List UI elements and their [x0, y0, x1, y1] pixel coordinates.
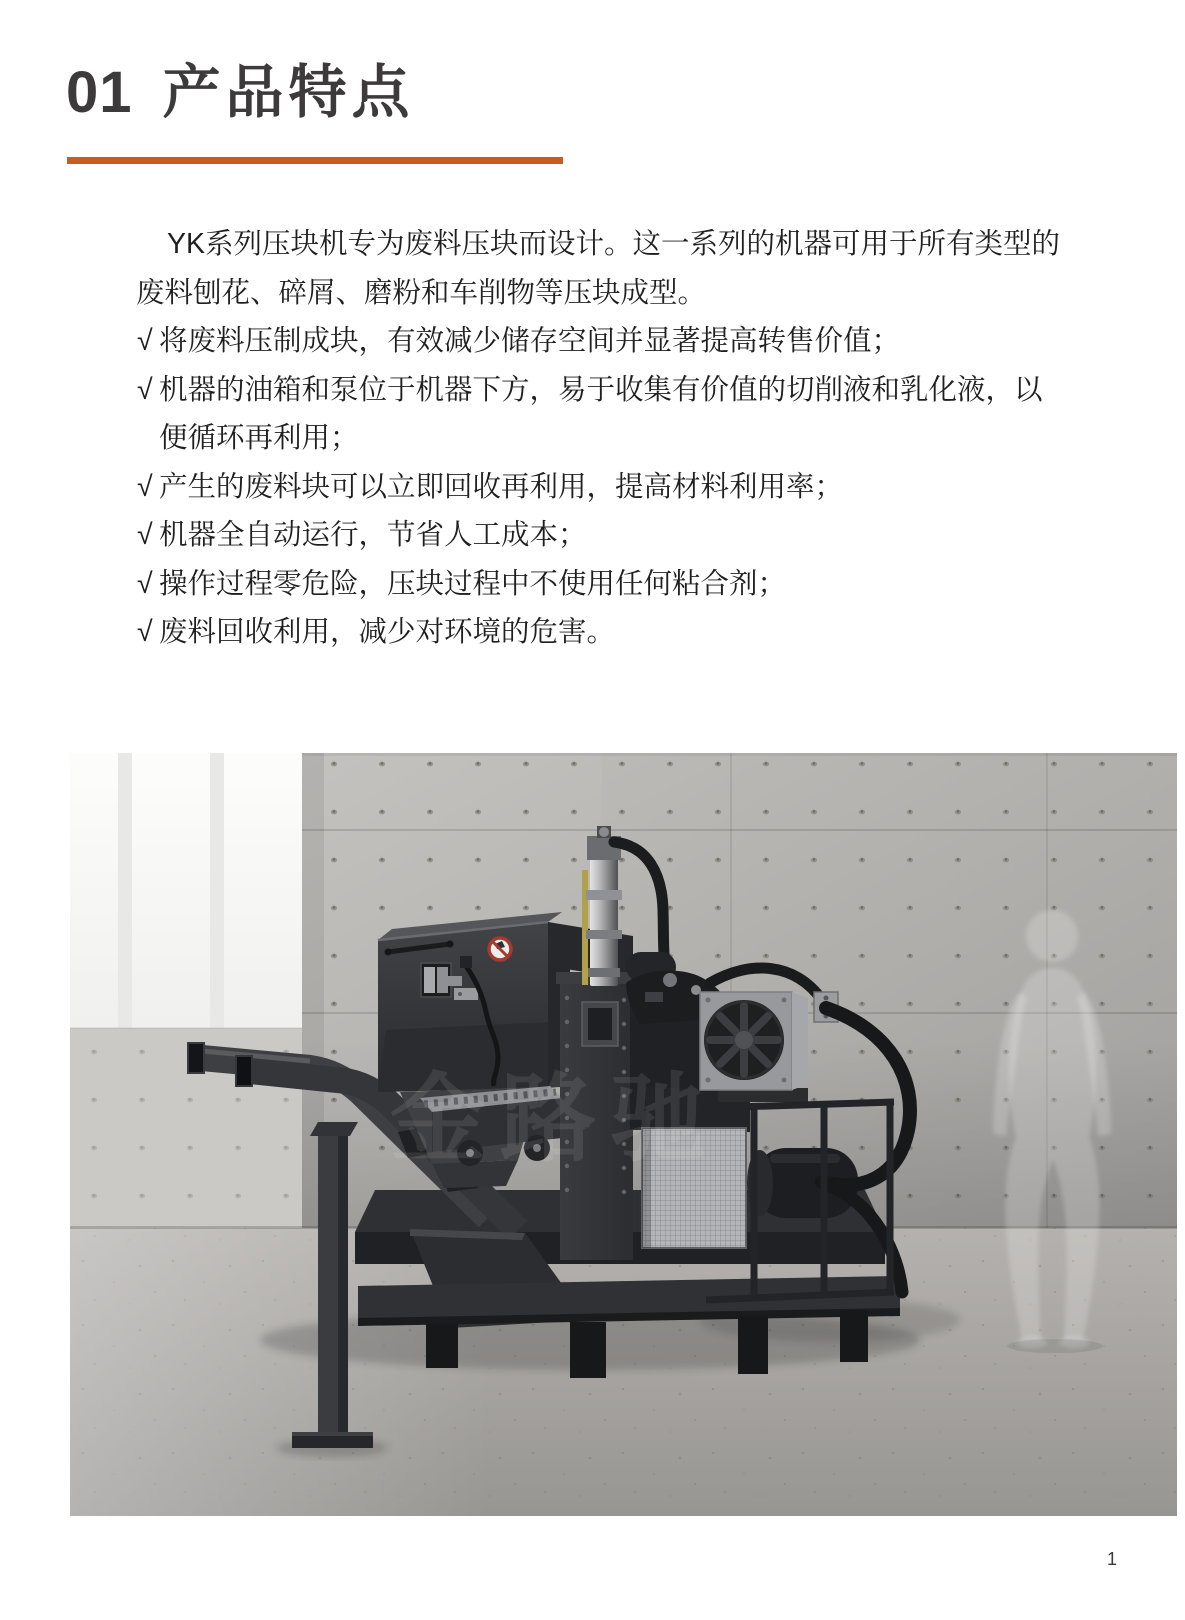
- feature-item: [136, 317, 1076, 366]
- check-mark: √: [137, 616, 153, 648]
- feature-text: 产生的废料块可以立即回收再利用，提高材料利用率；: [159, 470, 844, 503]
- watermark-text: 金路驰: [390, 1066, 720, 1173]
- product-photo: [70, 740, 1177, 1516]
- intro-line: YK系列压块机专为废料压块而设计。这一系列的机器可用于所有类型的: [167, 228, 1061, 260]
- feature-item: [136, 463, 1076, 512]
- window-mullion: [118, 753, 132, 1028]
- warning-icon: [489, 938, 511, 960]
- cylinder-scale-strip: [582, 870, 588, 985]
- check-mark: √: [137, 519, 153, 551]
- feature-text: 废料回收利用，减少对环境的危害。: [159, 616, 616, 648]
- feature-text: 操作过程零危险，压块过程中不使用任何粘合剂；: [159, 567, 787, 600]
- title-underline: [67, 157, 563, 164]
- check-mark: √: [137, 325, 153, 357]
- check-mark: √: [137, 470, 153, 503]
- check-mark: √: [137, 373, 153, 406]
- feature-item: [136, 511, 1076, 560]
- check-mark: √: [137, 567, 153, 600]
- page-title: [66, 60, 415, 127]
- feature-item: [136, 608, 1076, 657]
- intro-line: 废料刨花、碎屑、磨粉和车削物等压块成型。: [136, 276, 707, 309]
- feature-text: 将废料压制成块，有效减少储存空间并显著提高转售价值；: [159, 325, 901, 357]
- feature-item: [136, 560, 1076, 609]
- section-title: 产品特点: [162, 60, 415, 125]
- feature-list: [136, 317, 1076, 657]
- feature-text: 机器全自动运行，节省人工成本；: [159, 519, 587, 551]
- body-content: [136, 220, 1076, 657]
- feature-text: 便循环再利用；: [159, 422, 359, 454]
- feature-item: [136, 366, 1076, 463]
- feature-text: 机器的油箱和泵位于机器下方，易于收集有价值的切削液和乳化液，以: [159, 373, 1043, 406]
- page-number: 1: [1106, 1549, 1117, 1569]
- intro-paragraph: [136, 220, 1076, 317]
- window-mullion: [210, 753, 224, 1028]
- section-number: 01: [66, 60, 133, 125]
